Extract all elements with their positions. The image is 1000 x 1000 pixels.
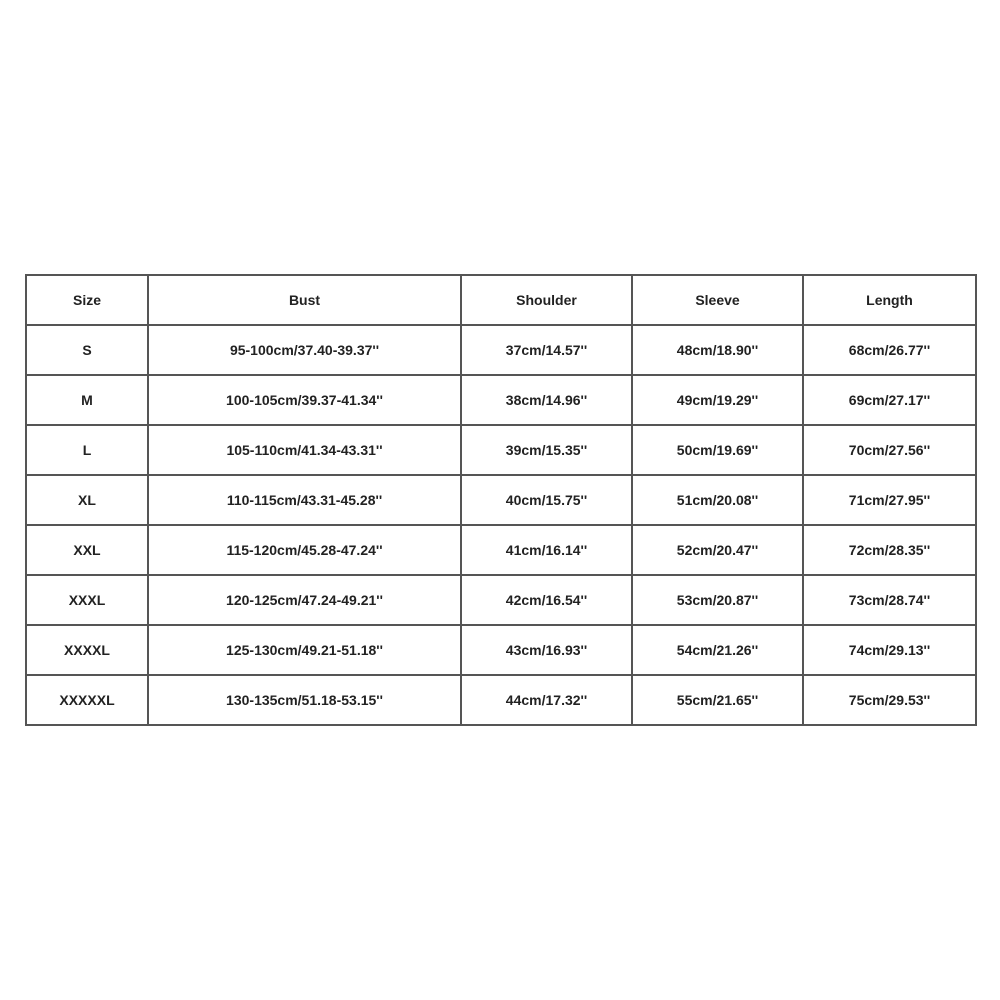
cell-length: 72cm/28.35'' (803, 525, 976, 575)
table-row (26, 575, 976, 625)
table-row (26, 625, 976, 675)
cell-shoulder: 41cm/16.14'' (461, 525, 632, 575)
cell-length: 71cm/27.95'' (803, 475, 976, 525)
cell-shoulder: 37cm/14.57'' (461, 325, 632, 375)
cell-bust: 120-125cm/47.24-49.21'' (148, 575, 461, 625)
header-sleeve: Sleeve (632, 275, 803, 325)
cell-length: 75cm/29.53'' (803, 675, 976, 725)
cell-sleeve: 51cm/20.08'' (632, 475, 803, 525)
table-row (26, 425, 976, 475)
cell-length: 73cm/28.74'' (803, 575, 976, 625)
cell-bust: 100-105cm/39.37-41.34'' (148, 375, 461, 425)
cell-shoulder: 38cm/14.96'' (461, 375, 632, 425)
cell-length: 68cm/26.77'' (803, 325, 976, 375)
cell-sleeve: 54cm/21.26'' (632, 625, 803, 675)
cell-shoulder: 42cm/16.54'' (461, 575, 632, 625)
cell-size: XL (26, 475, 148, 525)
cell-size: XXXXL (26, 625, 148, 675)
cell-size: XXXL (26, 575, 148, 625)
cell-shoulder: 44cm/17.32'' (461, 675, 632, 725)
table-row (26, 675, 976, 725)
cell-shoulder: 39cm/15.35'' (461, 425, 632, 475)
cell-shoulder: 43cm/16.93'' (461, 625, 632, 675)
cell-shoulder: 40cm/15.75'' (461, 475, 632, 525)
size-chart-table (25, 274, 977, 726)
cell-sleeve: 50cm/19.69'' (632, 425, 803, 475)
cell-bust: 125-130cm/49.21-51.18'' (148, 625, 461, 675)
table-header-row (26, 275, 976, 325)
header-bust: Bust (148, 275, 461, 325)
cell-bust: 130-135cm/51.18-53.15'' (148, 675, 461, 725)
cell-bust: 95-100cm/37.40-39.37'' (148, 325, 461, 375)
cell-sleeve: 49cm/19.29'' (632, 375, 803, 425)
table-row (26, 525, 976, 575)
cell-sleeve: 55cm/21.65'' (632, 675, 803, 725)
table-row (26, 475, 976, 525)
cell-length: 69cm/27.17'' (803, 375, 976, 425)
cell-sleeve: 48cm/18.90'' (632, 325, 803, 375)
cell-size: XXL (26, 525, 148, 575)
cell-size: XXXXXL (26, 675, 148, 725)
cell-length: 70cm/27.56'' (803, 425, 976, 475)
cell-size: M (26, 375, 148, 425)
header-shoulder: Shoulder (461, 275, 632, 325)
cell-size: L (26, 425, 148, 475)
cell-length: 74cm/29.13'' (803, 625, 976, 675)
cell-bust: 115-120cm/45.28-47.24'' (148, 525, 461, 575)
cell-bust: 110-115cm/43.31-45.28'' (148, 475, 461, 525)
header-length: Length (803, 275, 976, 325)
cell-sleeve: 52cm/20.47'' (632, 525, 803, 575)
table-row (26, 325, 976, 375)
cell-bust: 105-110cm/41.34-43.31'' (148, 425, 461, 475)
cell-size: S (26, 325, 148, 375)
table-row (26, 375, 976, 425)
header-size: Size (26, 275, 148, 325)
cell-sleeve: 53cm/20.87'' (632, 575, 803, 625)
